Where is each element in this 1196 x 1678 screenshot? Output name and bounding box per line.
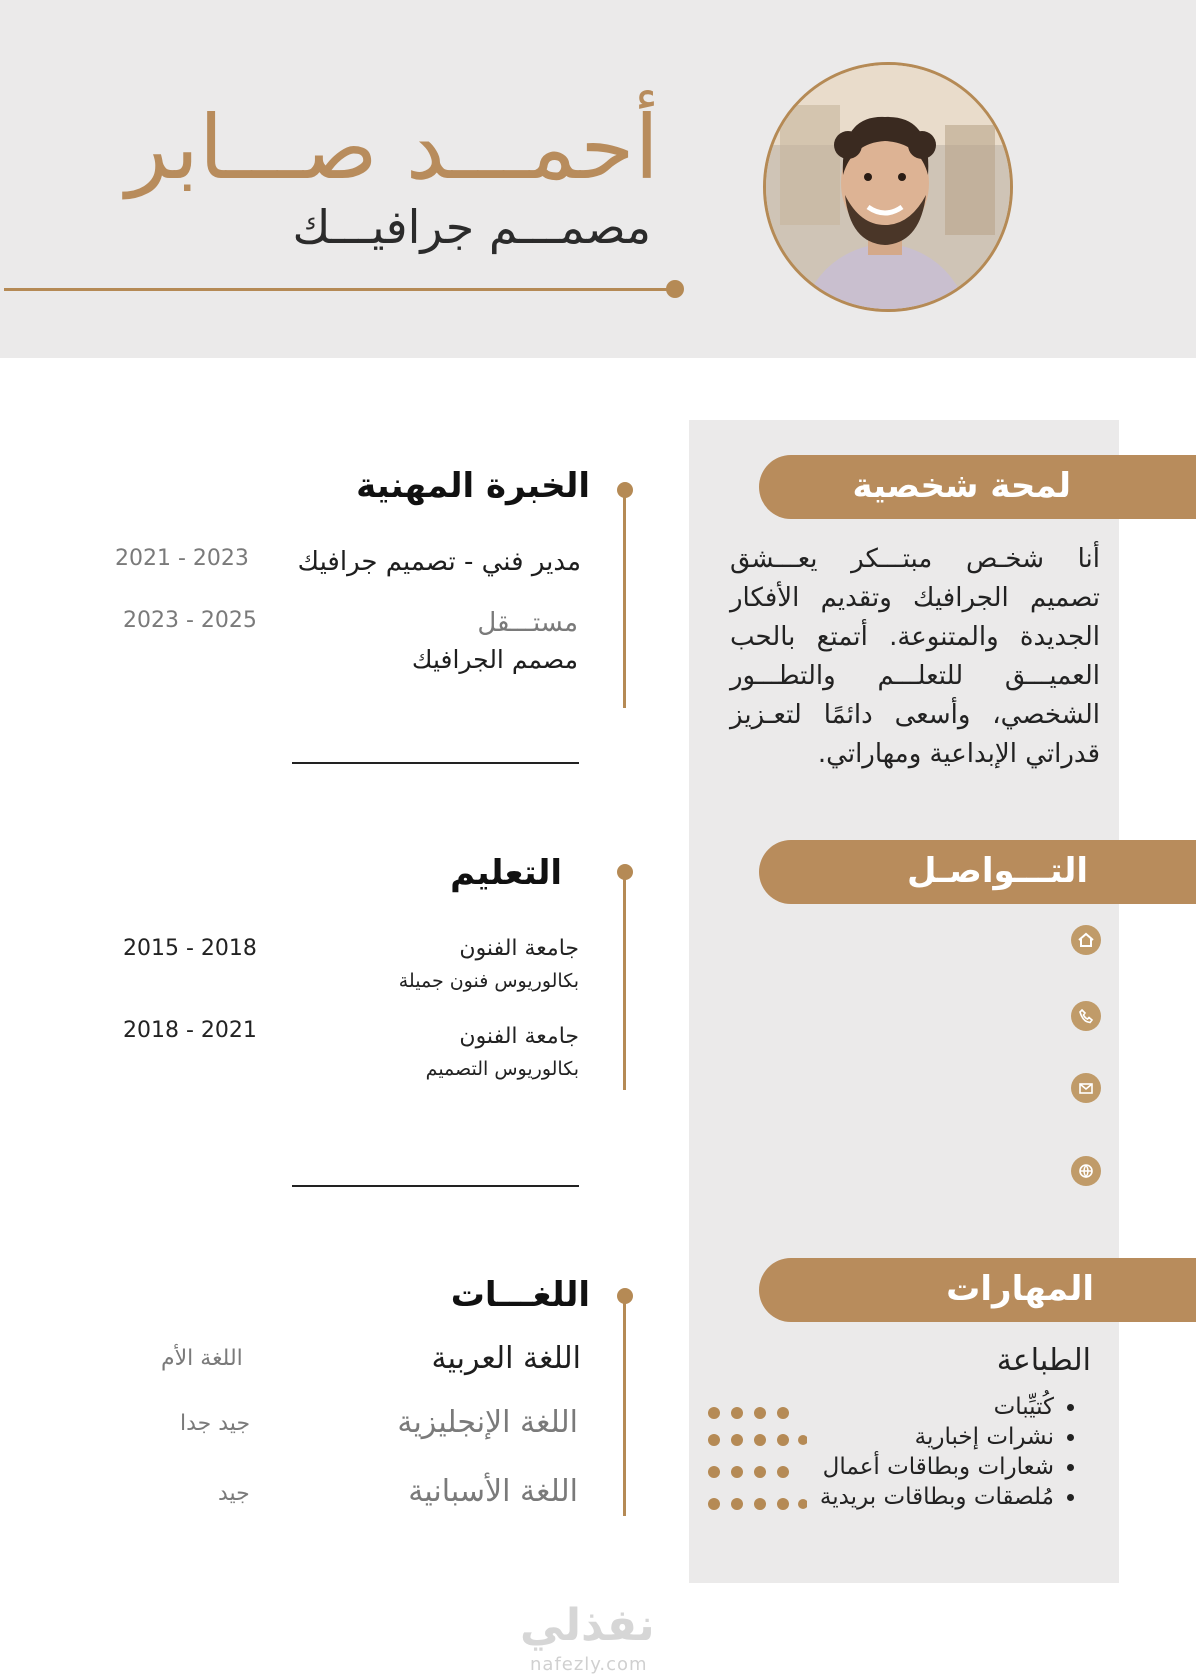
- skills-list: [820, 1392, 1076, 1512]
- person-photo-illustration: [763, 65, 1010, 312]
- person-name: أحمـــد صـــابر: [125, 96, 659, 199]
- language-2-level: جيد جدا: [180, 1411, 251, 1436]
- experience-1-title: مدير فني - تصميم جرافيك: [297, 547, 581, 577]
- experience-title: الخبرة المهنية: [356, 466, 590, 506]
- watermark-url: nafezly.com: [530, 1654, 648, 1675]
- header-divider-line: [4, 288, 674, 291]
- language-2-name: اللغة الإنجليزية: [397, 1405, 578, 1440]
- globe-icon: [1071, 1156, 1101, 1186]
- section-separator: [292, 1185, 579, 1187]
- mail-icon: [1071, 1073, 1101, 1103]
- languages-title: اللغـــات: [450, 1275, 590, 1315]
- skills-title: المهارات: [946, 1269, 1094, 1309]
- profile-text: أنا شخـص مبتـــكر يعـــشق تصميم الجرافيك وتقديم الأفكار الجديدة والمتنوعة. أتمتع بالحب العميـــق للتعلـــم والتطـــور الشخصي، وأسعى دائمًا لتعـزيز قدراتي الإبداعية ومهاراتي.: [730, 544, 1100, 769]
- education-title: التعليم: [450, 853, 562, 893]
- education-1-degree: بكالوريوس فنون جميلة: [398, 970, 579, 992]
- decorative-dot-grid: [707, 1406, 807, 1516]
- language-3-name: اللغة الأسبانية: [408, 1474, 578, 1509]
- contact-title: التـــواصـل: [907, 851, 1088, 891]
- phone-icon: [1071, 1001, 1101, 1031]
- education-1-school: جامعة الفنون: [459, 936, 579, 961]
- experience-2-title-line2: مصمم الجرافيك: [411, 645, 578, 674]
- experience-timeline-line: [623, 494, 626, 708]
- language-1-level: اللغة الأم: [161, 1346, 243, 1371]
- profile-photo: [763, 62, 1013, 312]
- skill-item: • كُتيِّبات: [820, 1392, 1054, 1422]
- languages-timeline-line: [623, 1300, 626, 1516]
- header-divider-dot: [666, 280, 684, 298]
- education-2-degree: بكالوريوس التصميم: [425, 1058, 579, 1080]
- education-2-school: جامعة الفنون: [459, 1024, 579, 1049]
- education-timeline-line: [623, 876, 626, 1090]
- language-3-level: جيد: [218, 1481, 250, 1506]
- skill-item: • نشرات إخبارية: [820, 1422, 1054, 1452]
- experience-2-years: 2023 - 2025: [123, 608, 257, 633]
- watermark-logo: نفذلي: [520, 1600, 655, 1651]
- skill-item: • شعارات وبطاقات أعمال: [820, 1452, 1054, 1482]
- language-1-name: اللغة العربية: [431, 1341, 581, 1376]
- skills-heading: الطباعة: [996, 1343, 1091, 1378]
- home-icon: [1071, 925, 1101, 955]
- experience-1-years: 2021 - 2023: [115, 546, 249, 571]
- profile-title: لمحة شخصية: [852, 466, 1071, 506]
- education-2-years: 2018 - 2021: [123, 1018, 257, 1043]
- section-separator: [292, 762, 579, 764]
- experience-2-title-line1: مستـــقل: [477, 608, 578, 638]
- education-1-years: 2015 - 2018: [123, 936, 257, 961]
- skill-item: • مُلصقات وبطاقات بريدية: [820, 1482, 1054, 1512]
- person-role: مصمـــم جرافيـــك: [292, 200, 651, 254]
